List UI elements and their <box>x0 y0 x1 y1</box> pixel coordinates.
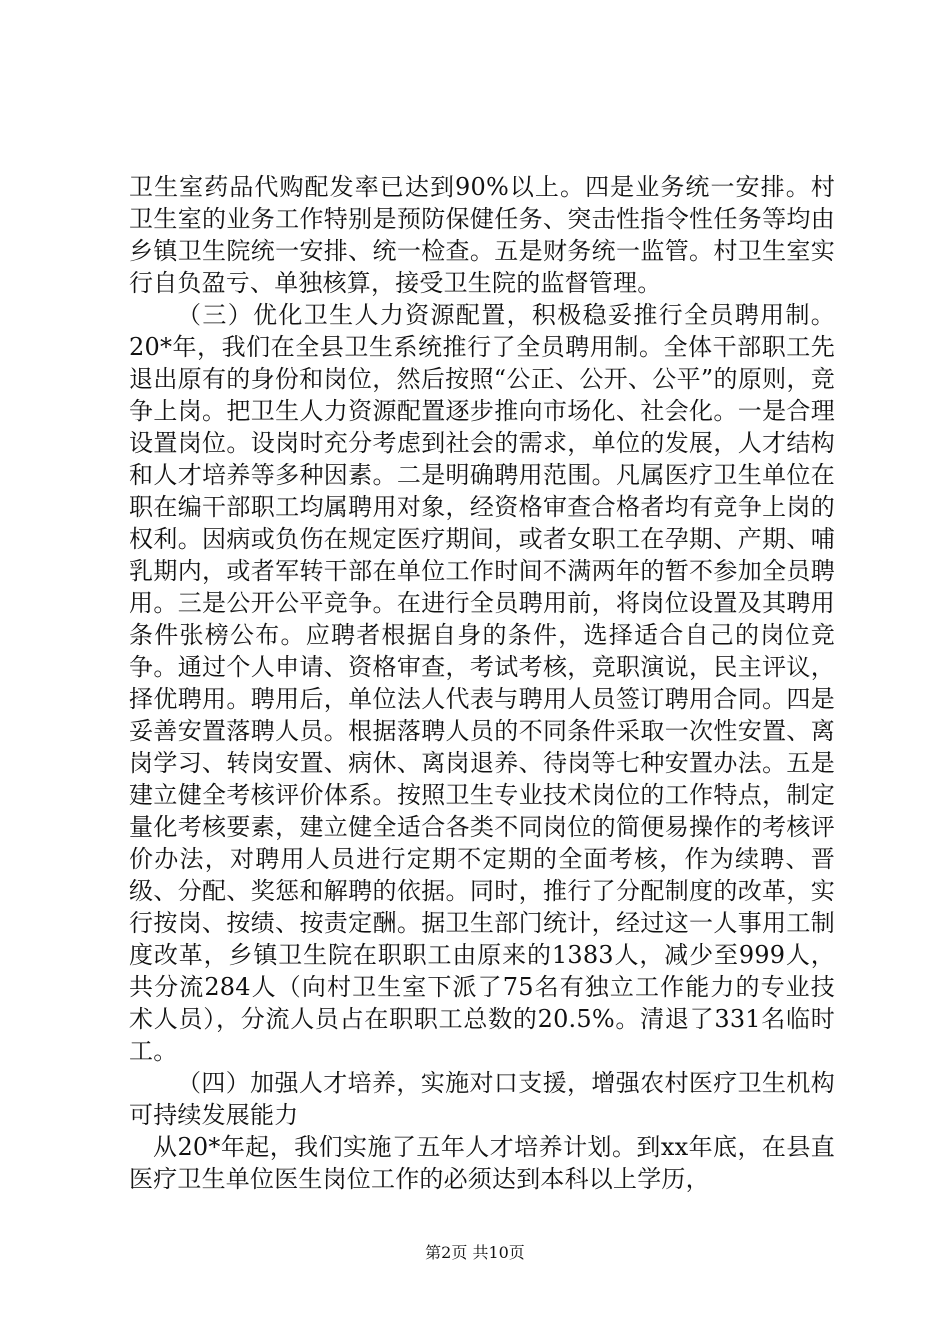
page-footer: 第2页 共10页 <box>425 1243 525 1262</box>
paragraph-4: 从20*年起，我们实施了五年人才培养计划。到xx年底，在县直医疗卫生单位医生岗位工作的必须达到本科以上学历， <box>129 1133 835 1193</box>
paragraph-1: 卫生室药品代购配发率已达到90%以上。四是业务统一安排。村卫生室的业务工作特别是预防保健任务、突击性指令性任务等均由乡镇卫生院统一安排、统一检查。五是财务统一监管。村卫生室实行自负盈亏、单独核算，接受卫生院的监督管理。 <box>129 173 835 297</box>
paragraph-2: （三）优化卫生人力资源配置，积极稳妥推行全员聘用制。20*年，我们在全县卫生系统推行了全员聘用制。全体干部职工先退出原有的身份和岗位，然后按照“公正、公开、公平”的原则，竞争上岗。把卫生人力资源配置逐步推向市场化、社会化。一是合理设置岗位。设岗时充分考虑到社会的需求，单位的发展，人才结构和人才培养等多种因素。二是明确聘用范围。凡属医疗卫生单位在职在编干部职工均属聘用对象，经资格审查合格者均有竞争上岗的权利。因病或负伤在规定医疗期间，或者女职工在孕期、产期、哺乳期内，或者军转干部在单位工作时间不满两年的暂不参加全员聘用。三是公开公平竞争。在进行全员聘用前，将岗位设置及其聘用条件张榜公布。应聘者根据自身的条件，选择适合自己的岗位竞争。通过个人申请、资格审查，考试考核，竞职演说，民主评议，择优聘用。聘用后，单位法人代表与聘用人员签订聘用合同。四是妥善安置落聘人员。根据落聘人员的不同条件采取一次性安置、离岗学习、转岗安置、病休、离岗退养、待岗等七种安置办法。五是建立健全考核评价体系。按照卫生专业技术岗位的工作特点，制定量化考核要素，建立健全适合各类不同岗位的简便易操作的考核评价办法，对聘用人员进行定期不定期的全面考核，作为续聘、晋级、分配、奖惩和解聘的依据。同时，推行了分配制度的改革，实行按岗、按绩、按责定酬。据卫生部门统计，经过这一人事用工制度改革，乡镇卫生院在职职工由原来的1383人，减少至999人，共分流284人（向村卫生室下派了75名有独立工作能力的专业技术人员），分流人员占在职职工总数的20.5%。清退了331名临时工。 <box>129 301 835 1065</box>
document-body <box>129 171 835 1195</box>
paragraph-3-heading: （四）加强人才培养，实施对口支援，增强农村医疗卫生机构可持续发展能力 <box>129 1069 835 1129</box>
